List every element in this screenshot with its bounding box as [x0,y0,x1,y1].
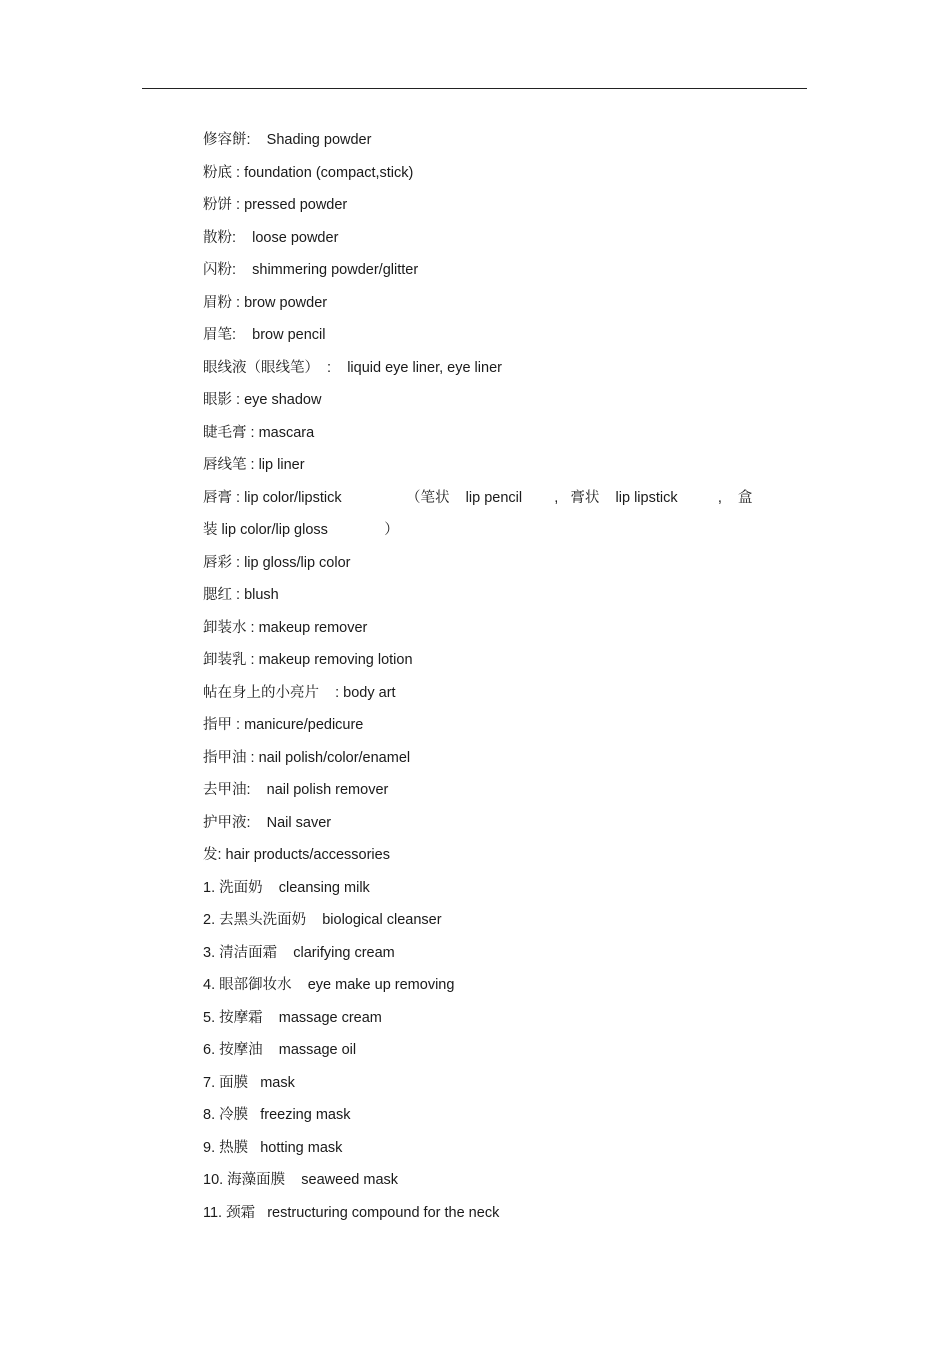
text-line: 粉底 : foundation (compact,stick) [203,164,414,181]
text-line: 睫毛膏 : mascara [203,424,315,441]
text-line: 修容餅: Shading powder [203,132,372,148]
text-line: 护甲液: Nail saver [203,814,332,831]
text-line: 1. 洗面奶 cleansing milk [203,879,370,896]
text-line: 8. 冷膜 freezing mask [203,1107,351,1123]
text-line: 5. 按摩霜 massage cream [203,1009,382,1026]
text-line: 腮红 : blush [203,587,279,603]
text-line: 3. 清洁面霜 clarifying cream [203,944,395,961]
text-line: 唇线笔 : lip liner [203,457,305,473]
header-rule [142,88,807,89]
text-line: 卸装乳 : makeup removing lotion [203,652,413,668]
text-line: 眼线液（眼线笔） : liquid eye liner, eye liner [203,359,502,376]
text-line: 11. 颈霜 restructuring compound for the neck [203,1204,500,1221]
text-line: 4. 眼部御妆水 eye make up removing [203,977,455,993]
text-line: 去甲油: nail polish remover [203,782,389,798]
text-line: 发: hair products/accessories [203,847,390,863]
text-line: 散粉: loose powder [203,229,339,246]
text-line: 指甲油 : nail polish/color/enamel [203,749,411,766]
text-line: 唇彩 : lip gloss/lip color [203,554,351,571]
text-line: 2. 去黑头洗面奶 biological cleanser [203,912,442,928]
text-line: 9. 热膜 hotting mask [203,1139,343,1156]
text-line: 帖在身上的小亮片 : body art [203,684,396,701]
text-line: 唇膏 : lip color/lipstick （笔状 lip pencil , 膏状 lip lipstick , 盒 [203,489,753,506]
text-line: 卸装水 : makeup remover [203,619,368,636]
text-line: 10. 海藻面膜 seaweed mask [203,1172,399,1188]
text-line: 指甲 : manicure/pedicure [203,717,364,733]
text-line: 眉粉 : brow powder [203,294,328,311]
text-line: 6. 按摩油 massage oil [203,1042,357,1058]
text-line: 眉笔: brow pencil [203,327,326,343]
text-line: 眼影 : eye shadow [203,392,322,408]
text-line: 7. 面膜 mask [203,1074,295,1091]
text-line: 装 lip color/lip gloss ） [203,522,399,538]
text-line: 闪粉: shimmering powder/glitter [203,262,419,278]
vocabulary-list [203,124,763,1229]
text-line: 粉饼 : pressed powder [203,197,348,213]
